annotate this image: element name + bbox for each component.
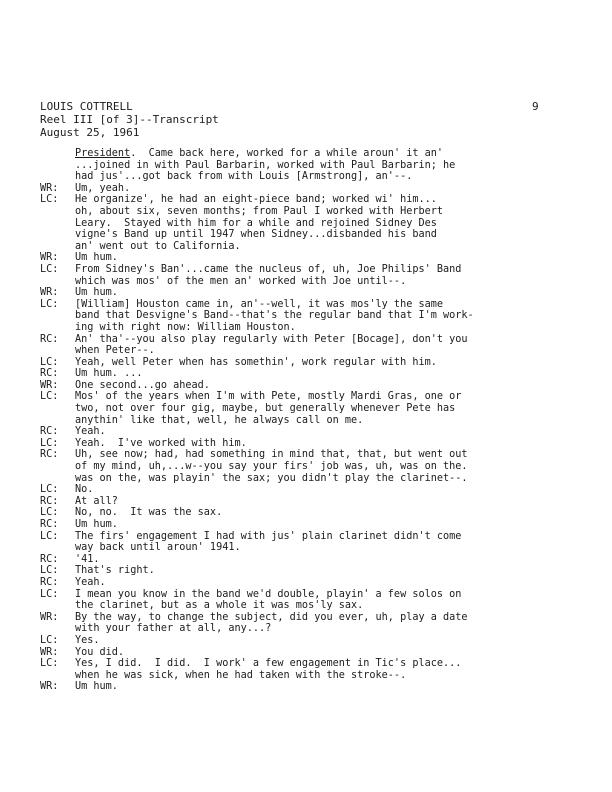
dialogue-turn	[40, 589, 600, 612]
dialogue-turn	[40, 554, 600, 566]
utterance-text: Um hum.	[75, 519, 118, 530]
dialogue-turn	[40, 519, 600, 531]
speaker-label: LC:	[40, 391, 59, 403]
speaker-label: LC:	[40, 634, 59, 646]
utterance-text: Um, yeah.	[75, 182, 131, 194]
utterance-text: Yeah.	[75, 576, 106, 588]
utterance-text: Yeah. I've worked with him.	[75, 437, 247, 449]
dialogue-turn	[40, 368, 600, 380]
speaker-label: WR:	[40, 379, 59, 391]
utterance-text: Yes.	[75, 634, 100, 646]
dialogue-turn	[40, 647, 600, 659]
speaker-label: RC:	[40, 426, 59, 438]
dialogue-turn	[40, 612, 600, 635]
dialogue-turn	[40, 287, 600, 299]
opening-continuation: ...joined in with Paul Barbarin, worked with Paul Barbarin; he had jus'...got back from with Louis [Armstrong], an'--.	[75, 159, 456, 183]
speaker-label: WR:	[40, 252, 59, 264]
speaker-label: LC:	[40, 437, 59, 449]
opening-line	[75, 148, 600, 160]
dialogue-turn	[40, 194, 600, 252]
speaker-label: LC:	[40, 298, 59, 310]
dialogue-turn	[40, 391, 600, 426]
speaker-label: LC:	[40, 588, 59, 600]
utterance-text: He organize', he had an eight-piece band; worked wi' him... oh, about six, seven months; from Paul I worked with Herbert Leary. Stayed with him for a while and rejoined Sidney Des vigne's Band up until 1947 when Sidney...disbanded his band an' went out to California.	[75, 194, 444, 252]
dialogue-turn	[40, 252, 600, 264]
speaker-label: LC:	[40, 565, 59, 577]
utterance-text: The firs' engagement I had with jus' plain clarinet didn't come way back until aroun' 1941.	[75, 530, 462, 554]
dialogue-turn	[40, 507, 600, 519]
dialogue-turn	[40, 357, 600, 369]
utterance-text: Um hum.	[75, 287, 118, 299]
dialogue-turn	[40, 531, 600, 554]
speaker-label: LC:	[40, 507, 59, 519]
utterance-text: That's right.	[75, 565, 155, 577]
utterance-text: Yeah, well Peter when has somethin', work regular with him.	[75, 356, 437, 368]
utterance-text: No, no. It was the sax.	[75, 507, 223, 519]
utterance-text: Um hum.	[75, 252, 118, 264]
speaker-label: WR:	[40, 182, 59, 194]
speaker-label: LC:	[40, 356, 59, 368]
dialogue-turn	[40, 334, 600, 357]
interview-date: August 25, 1961	[40, 126, 140, 139]
speaker-label: RC:	[40, 519, 59, 530]
underlined-word: President	[75, 148, 131, 159]
dialogue-turn	[40, 681, 600, 693]
utterance-text: Um hum. ...	[75, 368, 143, 380]
dialogue-turn	[40, 635, 600, 647]
speaker-label: RC:	[40, 449, 59, 461]
utterance-text: An' tha'--you also play regularly with Peter [Bocage], don't you when Peter--.	[75, 333, 468, 357]
utterance-text: Yeah.	[75, 426, 106, 438]
utterance-text: [William] Houston came in, an'--well, it was mos'ly the same band that Desvigne's Band--that's the regular band that I'm work- ing with right now: William Houston.	[75, 298, 474, 333]
utterance-text: '41.	[75, 553, 100, 565]
utterance-text: One second...go ahead.	[75, 379, 210, 391]
speaker-label: RC:	[40, 553, 59, 565]
speaker-label: RC:	[40, 495, 59, 507]
utterance-text: By the way, to change the subject, did you ever, uh, play a date with your father at all, any...?	[75, 611, 468, 635]
utterance-text: I mean you know in the band we'd double, playin' a few solos on the clarinet, but as a whole it was mos'ly sax.	[75, 588, 462, 612]
dialogue-turn	[40, 438, 600, 450]
utterance-text: From Sidney's Ban'...came the nucleus of, uh, Joe Philips' Band which was mos' of the men an' worked with Joe until--.	[75, 263, 462, 287]
dialogue-turn	[40, 496, 600, 508]
speaker-label: WR:	[40, 287, 59, 299]
utterance-text: Um hum.	[75, 681, 118, 693]
speaker-label: WR:	[40, 646, 59, 658]
dialogue-turn	[40, 658, 600, 681]
speaker-label: WR:	[40, 681, 59, 693]
speaker-label: WR:	[40, 611, 59, 623]
speaker-label: LC:	[40, 484, 59, 496]
page-number: 9	[532, 100, 539, 113]
speaker-label: LC:	[40, 658, 59, 670]
dialogue-turn	[40, 299, 600, 334]
utterance-text: You did.	[75, 646, 125, 658]
opening-rest: . Came back here, worked for a while aroun' it an'	[130, 148, 444, 159]
speaker-label: LC:	[40, 530, 59, 542]
speaker-label: RC:	[40, 368, 59, 380]
speaker-label: LC:	[40, 263, 59, 275]
speaker-label: RC:	[40, 333, 59, 345]
dialogue-turn	[40, 264, 600, 287]
dialogue-turn	[40, 449, 600, 484]
transcript-body	[40, 148, 600, 693]
utterance-text: At all?	[75, 495, 118, 507]
utterance-text: Uh, see now; had, had something in mind that, that, but went out of my mind, uh,...w--you say your firs' job was, uh, was on the. was on the, was playin' the sax; you didn't play the clarinet--.	[75, 449, 468, 484]
speaker-label: RC:	[40, 576, 59, 588]
interviewee-name: LOUIS COTTRELL	[40, 100, 133, 113]
dialogue-turn	[40, 380, 600, 392]
dialogue-turn	[40, 426, 600, 438]
dialogue-turns	[40, 183, 600, 693]
utterance-text: Yes, I did. I did. I work' a few engagement in Tic's place... when he was sick, when he had taken with the stroke--.	[75, 658, 462, 681]
dialogue-turn	[40, 577, 600, 589]
speaker-label: LC:	[40, 194, 59, 206]
dialogue-turn	[40, 565, 600, 577]
utterance-text: Mos' of the years when I'm with Pete, mostly Mardi Gras, one or two, not over four gig, maybe, but generally whenever Pete has anythin' like that, well, he always call on me.	[75, 391, 462, 426]
page-header	[40, 100, 219, 139]
reel-info: Reel III [of 3]--Transcript	[40, 113, 219, 126]
dialogue-turn	[40, 183, 600, 195]
utterance-text: No.	[75, 484, 94, 496]
dialogue-turn	[40, 484, 600, 496]
